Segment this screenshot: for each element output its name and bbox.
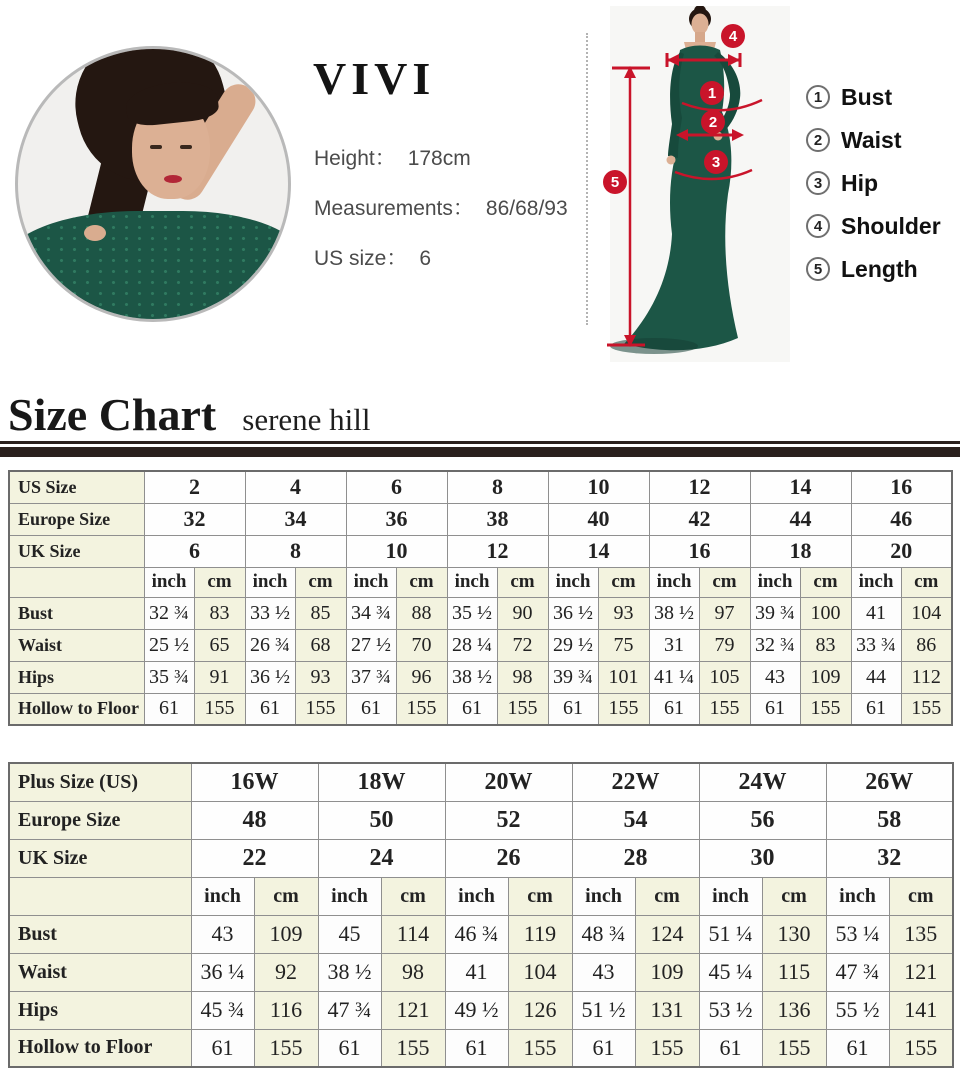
measure-cm-cell: 91 (194, 661, 245, 693)
row-label: US Size (9, 471, 144, 503)
measure-cm-cell: 155 (800, 693, 851, 725)
measure-inch-cell: 29 ½ (548, 629, 598, 661)
size-cell: 26 (445, 839, 572, 877)
row-label: Plus Size (US) (9, 763, 191, 801)
measure-inch-cell: 61 (445, 1029, 508, 1067)
marker-bust: 1 (700, 81, 724, 105)
measure-cm-cell: 83 (194, 597, 245, 629)
measure-inch-cell: 38 ½ (318, 953, 381, 991)
measure-inch-cell: 61 (699, 1029, 762, 1067)
table-row (9, 839, 953, 877)
portrait-shoulder-cutout (84, 225, 106, 241)
unit-inch-cell: inch (572, 877, 635, 915)
measure-inch-cell: 37 ¾ (346, 661, 396, 693)
measure-inch-cell: 34 ¾ (346, 597, 396, 629)
measure-cm-cell: 155 (396, 693, 447, 725)
row-label (9, 877, 191, 915)
height-label: Height： (314, 147, 396, 170)
row-label: Waist (9, 629, 144, 661)
unit-inch-cell: inch (318, 877, 381, 915)
measure-cm-cell: 96 (396, 661, 447, 693)
measure-cm-cell: 109 (800, 661, 851, 693)
measure-inch-cell: 61 (191, 1029, 254, 1067)
unit-cm-cell: cm (635, 877, 699, 915)
measure-cm-cell: 86 (901, 629, 952, 661)
measure-inch-cell: 41 (851, 597, 901, 629)
measure-inch-cell: 45 ¾ (191, 991, 254, 1029)
measure-inch-cell: 39 ¾ (750, 597, 800, 629)
size-cell: 24 (318, 839, 445, 877)
size-cell: 26W (826, 763, 953, 801)
unit-inch-cell: inch (548, 567, 598, 597)
measure-cm-cell: 130 (762, 915, 826, 953)
row-label: Hollow to Floor (9, 1029, 191, 1067)
measure-cm-cell: 93 (598, 597, 649, 629)
unit-inch-cell: inch (750, 567, 800, 597)
measure-cm-cell: 109 (635, 953, 699, 991)
measure-inch-cell: 41 (445, 953, 508, 991)
size-cell: 18W (318, 763, 445, 801)
size-cell: 54 (572, 801, 699, 839)
table-row (9, 535, 952, 567)
size-cell: 44 (750, 503, 851, 535)
size-cell: 36 (346, 503, 447, 535)
measure-inch-cell: 61 (548, 693, 598, 725)
size-cell: 8 (447, 471, 548, 503)
brand-subtitle: serene hill (242, 402, 371, 437)
portrait-eye (150, 145, 162, 149)
divider-band (0, 441, 960, 457)
size-cell: 14 (750, 471, 851, 503)
measure-cm-cell: 119 (508, 915, 572, 953)
measure-inch-cell: 61 (572, 1029, 635, 1067)
unit-inch-cell: inch (447, 567, 497, 597)
size-cell: 22W (572, 763, 699, 801)
size-cell: 38 (447, 503, 548, 535)
size-table (8, 762, 954, 1068)
size-table-plus (8, 762, 952, 1068)
measure-inch-cell: 36 ½ (548, 597, 598, 629)
unit-inch-cell: inch (191, 877, 254, 915)
unit-cm-cell: cm (254, 877, 318, 915)
size-cell: 56 (699, 801, 826, 839)
measure-inch-cell: 32 ¾ (750, 629, 800, 661)
measure-cm-cell: 121 (889, 953, 953, 991)
measure-cm-cell: 141 (889, 991, 953, 1029)
measure-inch-cell: 43 (191, 915, 254, 953)
measure-inch-cell: 53 ¼ (826, 915, 889, 953)
size-cell: 22 (191, 839, 318, 877)
row-label (9, 567, 144, 597)
measure-cm-cell: 98 (497, 661, 548, 693)
unit-cm-cell: cm (381, 877, 445, 915)
measure-cm-cell: 98 (381, 953, 445, 991)
model-stats (314, 142, 568, 292)
row-label: UK Size (9, 839, 191, 877)
measure-cm-cell: 155 (254, 1029, 318, 1067)
measure-cm-cell: 85 (295, 597, 346, 629)
measure-inch-cell: 61 (750, 693, 800, 725)
size-cell: 20 (851, 535, 952, 567)
table-row (9, 503, 952, 535)
portrait-green-dress (15, 211, 291, 322)
measure-cm-cell: 155 (699, 693, 750, 725)
measure-inch-cell: 31 (649, 629, 699, 661)
unit-cm-cell: cm (800, 567, 851, 597)
portrait-lips (164, 175, 182, 183)
measure-inch-cell: 28 ¼ (447, 629, 497, 661)
unit-inch-cell: inch (346, 567, 396, 597)
measure-inch-cell: 36 ¼ (191, 953, 254, 991)
size-cell: 12 (447, 535, 548, 567)
unit-inch-cell: inch (144, 567, 194, 597)
marker-hip: 3 (704, 150, 728, 174)
measure-cm-cell: 70 (396, 629, 447, 661)
legend-item-hip (806, 170, 941, 196)
measurement-arrows (596, 6, 796, 368)
table-row (9, 629, 952, 661)
measure-cm-cell: 105 (699, 661, 750, 693)
size-cell: 2 (144, 471, 245, 503)
legend-label: Bust (841, 83, 893, 110)
size-cell: 20W (445, 763, 572, 801)
unit-inch-cell: inch (445, 877, 508, 915)
measure-cm-cell: 155 (889, 1029, 953, 1067)
size-cell: 52 (445, 801, 572, 839)
measure-cm-cell: 68 (295, 629, 346, 661)
measure-inch-cell: 47 ¾ (318, 991, 381, 1029)
measure-inch-cell: 61 (851, 693, 901, 725)
measure-inch-cell: 51 ¼ (699, 915, 762, 953)
measure-inch-cell: 46 ¾ (445, 915, 508, 953)
table-row (9, 693, 952, 725)
size-cell: 14 (548, 535, 649, 567)
circled-number-icon: 1 (806, 85, 830, 109)
measure-cm-cell: 90 (497, 597, 548, 629)
measure-inch-cell: 39 ¾ (548, 661, 598, 693)
measure-cm-cell: 65 (194, 629, 245, 661)
measure-inch-cell: 61 (144, 693, 194, 725)
measure-cm-cell: 97 (699, 597, 750, 629)
unit-inch-cell: inch (245, 567, 295, 597)
size-cell: 28 (572, 839, 699, 877)
measure-cm-cell: 93 (295, 661, 346, 693)
unit-cm-cell: cm (699, 567, 750, 597)
unit-cm-cell: cm (598, 567, 649, 597)
unit-cm-cell: cm (194, 567, 245, 597)
table-row (9, 991, 953, 1029)
measure-cm-cell: 155 (508, 1029, 572, 1067)
measure-inch-cell: 35 ½ (447, 597, 497, 629)
measure-inch-cell: 25 ½ (144, 629, 194, 661)
size-cell: 34 (245, 503, 346, 535)
measure-inch-cell: 41 ¼ (649, 661, 699, 693)
model-height-line (314, 142, 568, 172)
measure-inch-cell: 61 (245, 693, 295, 725)
measure-cm-cell: 116 (254, 991, 318, 1029)
measure-inch-cell: 61 (346, 693, 396, 725)
row-label: Hollow to Floor (9, 693, 144, 725)
size-cell: 30 (699, 839, 826, 877)
model-portrait-photo (15, 46, 291, 322)
portrait-eye (180, 145, 192, 149)
measure-inch-cell: 43 (572, 953, 635, 991)
unit-cm-cell: cm (901, 567, 952, 597)
size-cell: 48 (191, 801, 318, 839)
measure-inch-cell: 61 (447, 693, 497, 725)
unit-header-row (9, 877, 953, 915)
table-row (9, 661, 952, 693)
size-cell: 24W (699, 763, 826, 801)
row-label: Hips (9, 991, 191, 1029)
table-row (9, 915, 953, 953)
size-cell: 32 (144, 503, 245, 535)
measure-cm-cell: 115 (762, 953, 826, 991)
dotted-divider (586, 33, 588, 325)
row-label: UK Size (9, 535, 144, 567)
circled-number-icon: 2 (806, 128, 830, 152)
page-title: Size Chart (8, 389, 217, 440)
circled-number-icon: 4 (806, 214, 830, 238)
model-us-size-line (314, 242, 568, 272)
measure-inch-cell: 33 ½ (245, 597, 295, 629)
measure-cm-cell: 155 (194, 693, 245, 725)
measure-inch-cell: 35 ¾ (144, 661, 194, 693)
measure-inch-cell: 51 ½ (572, 991, 635, 1029)
size-table-regular (8, 470, 952, 726)
measure-inch-cell: 61 (649, 693, 699, 725)
us-size-value: 6 (419, 247, 432, 270)
measure-inch-cell: 55 ½ (826, 991, 889, 1029)
size-cell: 10 (548, 471, 649, 503)
measure-inch-cell: 44 (851, 661, 901, 693)
unit-cm-cell: cm (762, 877, 826, 915)
size-cell: 8 (245, 535, 346, 567)
measure-cm-cell: 100 (800, 597, 851, 629)
measure-inch-cell: 33 ¾ (851, 629, 901, 661)
measure-cm-cell: 92 (254, 953, 318, 991)
size-cell: 32 (826, 839, 953, 877)
size-cell: 40 (548, 503, 649, 535)
measure-inch-cell: 49 ½ (445, 991, 508, 1029)
measure-cm-cell: 104 (508, 953, 572, 991)
unit-inch-cell: inch (851, 567, 901, 597)
measure-inch-cell: 61 (826, 1029, 889, 1067)
measure-inch-cell: 61 (318, 1029, 381, 1067)
table-row (9, 471, 952, 503)
size-cell: 6 (346, 471, 447, 503)
size-cell: 12 (649, 471, 750, 503)
measurements-label: Measurements： (314, 197, 474, 220)
measure-inch-cell: 26 ¾ (245, 629, 295, 661)
measure-cm-cell: 114 (381, 915, 445, 953)
measure-cm-cell: 124 (635, 915, 699, 953)
brand-title: VIVI (313, 53, 436, 104)
measure-inch-cell: 45 (318, 915, 381, 953)
table-row (9, 801, 953, 839)
legend-label: Waist (841, 126, 902, 153)
size-cell: 6 (144, 535, 245, 567)
height-value: 178cm (407, 147, 471, 170)
measure-cm-cell: 155 (901, 693, 952, 725)
marker-length: 5 (603, 170, 627, 194)
measure-cm-cell: 79 (699, 629, 750, 661)
circled-number-icon: 3 (806, 171, 830, 195)
row-label: Europe Size (9, 801, 191, 839)
measure-cm-cell: 101 (598, 661, 649, 693)
legend-label: Shoulder (841, 212, 941, 239)
measure-cm-cell: 109 (254, 915, 318, 953)
table-row (9, 763, 953, 801)
size-table (8, 470, 953, 726)
legend-item-bust (806, 84, 941, 110)
circled-number-icon: 5 (806, 257, 830, 281)
table-row (9, 1029, 953, 1067)
measure-inch-cell: 38 ½ (447, 661, 497, 693)
measurement-legend (806, 84, 941, 299)
legend-item-shoulder (806, 213, 941, 239)
measure-cm-cell: 75 (598, 629, 649, 661)
measure-inch-cell: 38 ½ (649, 597, 699, 629)
measure-inch-cell: 36 ½ (245, 661, 295, 693)
row-label: Hips (9, 661, 144, 693)
size-cell: 16 (851, 471, 952, 503)
size-cell: 58 (826, 801, 953, 839)
measure-inch-cell: 47 ¾ (826, 953, 889, 991)
measure-cm-cell: 112 (901, 661, 952, 693)
measure-cm-cell: 88 (396, 597, 447, 629)
row-label: Waist (9, 953, 191, 991)
marker-shoulder: 4 (721, 24, 745, 48)
measure-inch-cell: 53 ½ (699, 991, 762, 1029)
measure-inch-cell: 32 ¾ (144, 597, 194, 629)
model-measurements-line (314, 192, 568, 222)
measure-cm-cell: 155 (295, 693, 346, 725)
unit-cm-cell: cm (497, 567, 548, 597)
size-cell: 46 (851, 503, 952, 535)
measure-cm-cell: 131 (635, 991, 699, 1029)
legend-label: Length (841, 255, 918, 282)
unit-header-row (9, 567, 952, 597)
row-label: Bust (9, 597, 144, 629)
row-label: Europe Size (9, 503, 144, 535)
measure-cm-cell: 72 (497, 629, 548, 661)
measure-inch-cell: 45 ¼ (699, 953, 762, 991)
us-size-label: US size： (314, 247, 408, 270)
measure-inch-cell: 43 (750, 661, 800, 693)
measure-inch-cell: 27 ½ (346, 629, 396, 661)
measure-cm-cell: 155 (762, 1029, 826, 1067)
size-cell: 10 (346, 535, 447, 567)
unit-inch-cell: inch (699, 877, 762, 915)
measure-cm-cell: 155 (598, 693, 649, 725)
measure-cm-cell: 121 (381, 991, 445, 1029)
measure-cm-cell: 155 (497, 693, 548, 725)
size-cell: 4 (245, 471, 346, 503)
measure-cm-cell: 126 (508, 991, 572, 1029)
row-label: Bust (9, 915, 191, 953)
unit-cm-cell: cm (508, 877, 572, 915)
legend-label: Hip (841, 169, 879, 196)
unit-cm-cell: cm (889, 877, 953, 915)
size-cell: 42 (649, 503, 750, 535)
size-cell: 18 (750, 535, 851, 567)
section-heading (8, 388, 371, 441)
table-row (9, 597, 952, 629)
unit-cm-cell: cm (396, 567, 447, 597)
unit-cm-cell: cm (295, 567, 346, 597)
table-row (9, 953, 953, 991)
unit-inch-cell: inch (826, 877, 889, 915)
measure-cm-cell: 104 (901, 597, 952, 629)
dress-measurement-diagram (596, 6, 796, 368)
size-cell: 16W (191, 763, 318, 801)
measure-cm-cell: 155 (381, 1029, 445, 1067)
measure-cm-cell: 135 (889, 915, 953, 953)
legend-item-waist (806, 127, 941, 153)
measure-cm-cell: 83 (800, 629, 851, 661)
measure-cm-cell: 155 (635, 1029, 699, 1067)
measure-inch-cell: 48 ¾ (572, 915, 635, 953)
measure-cm-cell: 136 (762, 991, 826, 1029)
size-cell: 50 (318, 801, 445, 839)
measurements-value: 86/68/93 (485, 197, 568, 220)
unit-inch-cell: inch (649, 567, 699, 597)
size-cell: 16 (649, 535, 750, 567)
legend-item-length (806, 256, 941, 282)
marker-waist: 2 (701, 110, 725, 134)
